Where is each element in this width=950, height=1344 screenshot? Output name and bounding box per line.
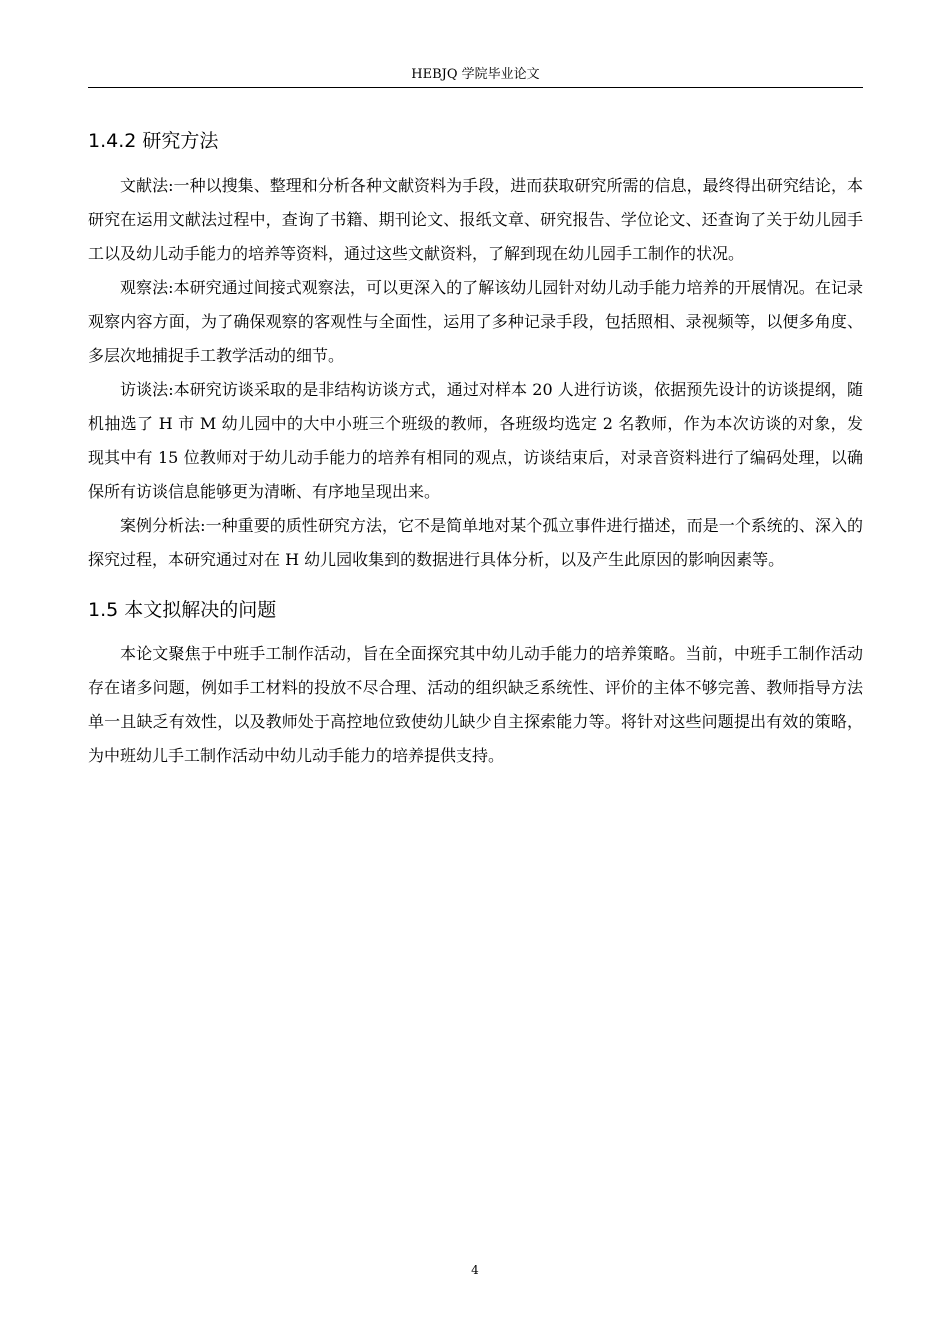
page-number: 4 bbox=[471, 1263, 479, 1277]
paragraph-observation-method: 观察法:本研究通过间接式观察法，可以更深入的了解该幼儿园针对幼儿动手能力培养的开展情况。在记录观察内容方面，为了确保观察的客观性与全面性，运用了多种记录手段，包括照相、录视频等，以便多角度、多层次地捕捉手工教学活动的细节。 bbox=[88, 278, 863, 365]
section-heading-research-methods: 1.4.2 研究方法 bbox=[88, 130, 219, 152]
section-heading-problems-to-solve: 1.5 本文拟解决的问题 bbox=[88, 599, 277, 621]
paragraph-interview-method: 访谈法:本研究访谈采取的是非结构访谈方式，通过对样本 20 人进行访谈，依据预先设计的访谈提纲，随机抽选了 H 市 M 幼儿园中的大中小班三个班级的教师，各班级均选定 2 名教师，作为本次访谈的对象，发现其中有 15 位教师对于幼儿动手能力的培养有相同的观点，访谈结束后，对录音资料进行了编码处理，以确保所有访谈信息能够更为清晰、有序地呈现出来。 bbox=[88, 380, 863, 501]
paragraph-case-analysis-method: 案例分析法:一种重要的质性研究方法，它不是简单地对某个孤立事件进行描述，而是一个系统的、深入的探究过程，本研究通过对在 H 幼儿园收集到的数据进行具体分析，以及产生此原因的影响因素等。 bbox=[88, 516, 863, 569]
page-body bbox=[88, 124, 863, 773]
running-header: HEBJQ 学院毕业论文 bbox=[411, 67, 540, 82]
paragraph-problems-to-solve: 本论文聚焦于中班手工制作活动，旨在全面探究其中幼儿动手能力的培养策略。当前，中班手工制作活动存在诸多问题，例如手工材料的投放不尽合理、活动的组织缺乏系统性、评价的主体不够完善、教师指导方法单一且缺乏有效性，以及教师处于高控地位致使幼儿缺少自主探索能力等。将针对这些问题提出有效的策略，为中班幼儿手工制作活动中幼儿动手能力的培养提供支持。 bbox=[88, 644, 863, 765]
header-rule bbox=[88, 87, 863, 88]
paragraph-literature-method: 文献法:一种以搜集、整理和分析各种文献资料为手段，进而获取研究所需的信息，最终得出研究结论，本研究在运用文献法过程中，查询了书籍、期刊论文、报纸文章、研究报告、学位论文、还查询了关于幼儿园手工以及幼儿动手能力的培养等资料，通过这些文献资料，了解到现在幼儿园手工制作的状况。 bbox=[88, 176, 863, 263]
